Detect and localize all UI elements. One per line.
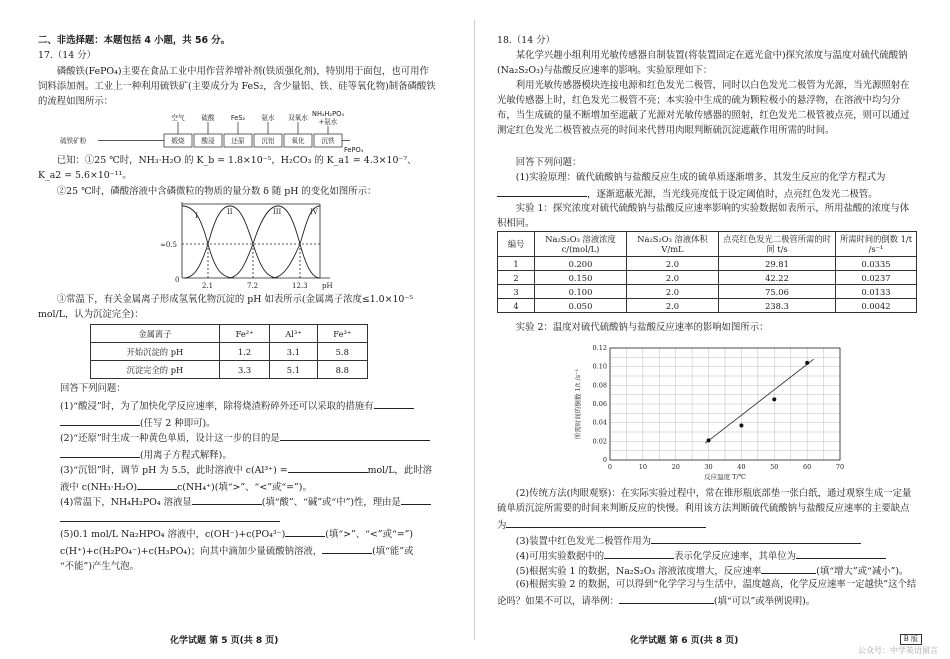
answer-blank[interactable]: [60, 446, 140, 458]
answer-blank[interactable]: [322, 542, 372, 554]
x-tick-label: 20: [671, 463, 680, 471]
answer-blank[interactable]: [280, 429, 430, 441]
answer-blank[interactable]: [796, 547, 886, 559]
flow-step: 沉铁: [321, 137, 335, 145]
table-row: 1 0.200 2.0 29.81 0.0335: [498, 257, 917, 271]
answer-blank[interactable]: [604, 547, 674, 559]
answer-blank[interactable]: [288, 461, 368, 473]
page-footer: 化学试题 第 6 页(共 8 页): [630, 636, 739, 646]
table-header: 编号: [498, 232, 535, 257]
y-axis-label: 所需时间的倒数 1/t /s⁻¹: [574, 368, 582, 440]
answer-blank[interactable]: [60, 510, 280, 522]
x-tick: 12.3: [292, 282, 308, 290]
right-page: [475, 0, 950, 659]
q17-header: 17.（14 分）: [38, 50, 96, 61]
concentration-table: [497, 231, 917, 313]
data-point: [739, 423, 743, 427]
question-3: (3)装置中红色发光二极管作用为: [497, 532, 917, 549]
question-4: (4)常温下，NH₄H₂PO₄ 溶液显 (填“酸”、“碱”或“中”)性，理由是: [60, 493, 440, 527]
paper-version-tag: B 版: [900, 634, 922, 645]
y-tick-label: 0.06: [592, 400, 607, 408]
phosphate-distribution-chart: [160, 200, 350, 292]
known-1: 已知：①25 ℃时，NH₃·H₂O 的 K_b = 1.8×10⁻⁵，H₂CO₃ 的 K_a1 = 4.3×10⁻⁷、K_a2 = 5.6×10⁻¹¹。: [38, 155, 417, 181]
answer-blank[interactable]: [192, 493, 262, 505]
answer-blank[interactable]: [60, 414, 140, 426]
x-tick: 7.2: [247, 282, 259, 290]
y-tick-label: 0.08: [592, 381, 607, 390]
flow-reagent: 硫酸: [201, 114, 215, 122]
answer-blank[interactable]: [401, 493, 431, 505]
answer-blank[interactable]: [506, 516, 706, 528]
x-tick-label: 70: [835, 463, 845, 471]
table-header: Fe³⁺: [317, 325, 367, 343]
table-header: Fe²⁺: [219, 325, 269, 343]
x-tick-label: 50: [770, 463, 779, 471]
answer-blank[interactable]: [137, 478, 177, 490]
x-axis-label: 反应温度 T/℃: [704, 473, 746, 481]
curve-label: II: [227, 208, 233, 216]
x-tick-label: 60: [803, 463, 812, 471]
curve-label: III: [273, 208, 282, 216]
question-1: (1)“酸浸”时，为了加快化学反应速率，除将烧渣粉碎外还可以采取的措施有 (任写 2 种即可)。: [60, 397, 440, 431]
x-tick-label: 30: [704, 463, 713, 471]
section-title: 二、非选择题：本题包括 4 小题，共 56 分。: [38, 35, 231, 46]
question-5: (5)根据实验 1 的数据，Na₂S₂O₃ 溶液浓度增大，反应速率 (填“增大”或“减小”)。: [497, 562, 917, 579]
curve-iv: [272, 206, 320, 278]
flow-end: FePO₄: [344, 146, 364, 154]
question-2: (2)传统方法(肉眼观察)：在实际实验过程中，常在锥形瓶底部垫一张白纸，通过观察生成一定量硫单质沉淀所需要的时间来判断反应的快慢。利用该方法判断硫代硫酸钠与盐酸反应速率的主要缺点为: [497, 488, 912, 531]
data-point: [805, 361, 809, 365]
metal-ion-table: [90, 324, 368, 379]
question-1: (1)实验原理：硫代硫酸钠与盐酸反应生成的硫单质逐渐增多，其发生反应的化学方程式为，逐渐遮蔽光源，当光线亮度低于设定阈值时，点亮红色发光二极管。: [497, 170, 917, 202]
experiment-principle: 利用光敏传感器模块连接电源和红色发光二极管，同时以白色发光二极管为光源，当光源照射在光敏传感器上时，红色发光二极管不亮；本实验中生成的硫为颗粒极小的悬浮物，在溶液中均匀分布，当生成硫的量不断增加至遮蔽了光源对光敏传感器的照射，红色发光二极管被点亮，则可以通过测定红色发光二极管被点亮的时间来代替用肉眼判断硫沉淀遮蔽作用所需的时间。: [497, 80, 910, 136]
y-tick-label: 0.12: [592, 344, 607, 352]
flow-reagent: FeS₂: [230, 114, 246, 122]
answer-blank[interactable]: [651, 532, 861, 544]
data-point: [772, 397, 776, 401]
flow-step: 煅烧: [171, 137, 185, 145]
flow-reagent: 空气: [171, 114, 185, 122]
table-row: 3 0.100 2.0 75.06 0.0133: [498, 285, 917, 299]
curve-label: I: [195, 212, 198, 220]
flow-reagent: 双氧水: [288, 114, 308, 122]
curve-i: [182, 206, 234, 278]
table-header: 金属离子: [91, 325, 220, 343]
question-3: (3)“沉铝”时，调节 pH 为 5.5，此时溶液中 c(Al³⁺) = mol/L，此时溶 液中 c(NH₃·H₂O) c(NH₄⁺)(填“>”、“<”或“=”)。: [60, 461, 440, 495]
x-tick-label: 0: [607, 463, 613, 471]
answer-blank[interactable]: [497, 185, 587, 197]
table-header: Na₂S₂O₃ 溶液体积 V/mL: [627, 232, 719, 257]
trend-line: [705, 359, 813, 443]
q18-header: 18.（14 分）: [497, 35, 555, 46]
watermark: 公众号：中学英语留言: [858, 646, 938, 655]
data-point: [707, 438, 711, 442]
q17-intro: 磷酸铁(FePO₄)主要在食品工业中用作营养增补剂(铁质强化剂)，特别用于面包，也可用作饲料添加剂。工业上一种利用硫铁矿(主要成分为 FeS₂，含少量铝、铁、硅等氧化物)制备磷酸铁的流程如图所示：: [38, 66, 436, 107]
flow-step: 酸浸: [201, 137, 215, 145]
x-tick-label: 40: [737, 463, 746, 471]
x-tick: 2.1: [202, 282, 214, 290]
answer-blank[interactable]: [374, 397, 414, 409]
temperature-rate-chart: [570, 338, 860, 486]
known-3: ③常温下，有关金属离子形成氢氧化物沉淀的 pH 如表所示(金属离子浓度≤1.0×10⁻⁵ mol/L，认为沉淀完全)：: [38, 294, 414, 320]
flow-step: 沉铝: [261, 137, 275, 145]
answer-prompt: 回答下列问题：: [515, 157, 582, 168]
table-row: 沉淀完全的 pH 3.3 5.1 8.8: [91, 361, 368, 379]
y-tick-label: 0.04: [592, 418, 607, 427]
answer-blank[interactable]: [285, 525, 325, 537]
question-5: (5)0.1 mol/L Na₂HPO₄ 溶液中，c(OH⁻)+c(PO₄³⁻) (填“>”、“<”或“=”) c(H⁺)+c(H₂PO₄⁻)+c(H₃PO₄)；向其中滴加少量硫酸钠溶液， (填“能”或 “不能”)产生气泡。: [60, 525, 440, 574]
y-tick-label: 0: [602, 456, 607, 464]
table-header: Na₂S₂O₃ 溶液浓度 c/(mol/L): [535, 232, 627, 257]
x-axis-label: pH: [322, 282, 333, 290]
process-flowchart: [60, 110, 364, 154]
flow-reagent: NH₄H₂PO₄: [312, 110, 344, 118]
flow-reagent-extra: +氨水: [318, 118, 338, 126]
table-header: 所需时间的倒数 1/t /s⁻¹: [836, 232, 917, 257]
table-row: 2 0.150 2.0 42.22 0.0237: [498, 271, 917, 285]
question-4: (4)可用实验数据中的 表示化学反应速率，其单位为: [497, 547, 917, 564]
experiment-2-desc: 实验 2：温度对硫代硫酸钠与盐酸反应速率的影响如图所示：: [515, 322, 769, 333]
table-row: 4 0.050 2.0 238.3 0.0042: [498, 299, 917, 313]
answer-blank[interactable]: [619, 592, 714, 604]
curve-iii: [228, 206, 320, 278]
x-tick-label: 10: [638, 463, 647, 471]
answer-blank[interactable]: [761, 562, 816, 574]
flow-step: 氧化: [291, 137, 305, 145]
known-2: ②25 ℃时，磷酸溶液中含磷微粒的物质的量分数 δ 随 pH 的变化如图所示：: [56, 186, 377, 197]
y-zero: 0: [175, 276, 180, 284]
y-tick-label: 0.02: [592, 437, 607, 446]
flow-start: 硫铁矿粉: [60, 137, 87, 145]
flow-reagent: 氨水: [261, 114, 275, 122]
experiment-1-desc: 实验 1：探究浓度对硫代硫酸钠与盐酸反应速率影响的实验数据如表所示，所用盐酸的浓度与体积相同。: [497, 203, 910, 229]
answer-prompt: 回答下列问题：: [60, 383, 126, 394]
question-2: (2)“还原”时生成一种黄色单质，设计这一步的目的是 (用离子方程式解释)。: [60, 429, 440, 463]
table-header: Al³⁺: [270, 325, 317, 343]
q18-intro: 某化学兴趣小组利用光敏传感器自制装置(将装置固定在遮光盒中)探究浓度与温度对硫代硫酸钠(Na₂S₂O₃)与盐酸反应速率的影响。实验原理如下：: [497, 50, 908, 76]
table-header: 点亮红色发光二极管所需的时间 t/s: [719, 232, 836, 257]
page-footer: 化学试题 第 5 页(共 8 页): [170, 636, 279, 646]
table-row: 开始沉淀的 pH 1.2 3.1 5.8: [91, 343, 368, 361]
y-tick-label: 0.10: [592, 362, 607, 371]
y-label: ≈0.5: [160, 241, 177, 249]
flow-step: 还原: [231, 137, 245, 145]
question-6: (6)根据实验 2 的数据，可以得到“化学学习与生活中，温度越高，化学反应速率一定越快”这个结论吗？如果不可以，请举例： (填“可以”或举例说明)。: [497, 579, 917, 607]
curve-label: IV: [310, 208, 318, 216]
